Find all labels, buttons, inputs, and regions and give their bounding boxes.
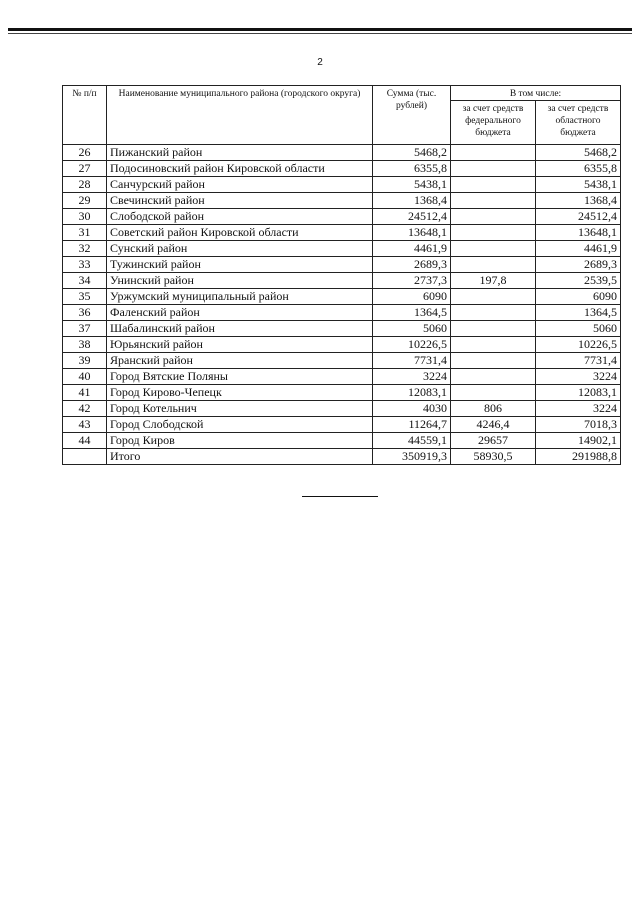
table-row <box>63 417 621 433</box>
district-name: Унинский район <box>107 273 373 289</box>
sum-value: 4030 <box>373 401 451 417</box>
sum-value: 6090 <box>373 289 451 305</box>
federal-value: 197,8 <box>451 273 536 289</box>
regional-value: 10226,5 <box>536 337 621 353</box>
table-row <box>63 257 621 273</box>
row-number: 42 <box>63 401 107 417</box>
row-number: 27 <box>63 161 107 177</box>
federal-value <box>451 241 536 257</box>
row-number: 28 <box>63 177 107 193</box>
regional-value: 12083,1 <box>536 385 621 401</box>
regional-value: 6355,8 <box>536 161 621 177</box>
federal-value <box>451 161 536 177</box>
district-name: Город Кирово-Чепецк <box>107 385 373 401</box>
sum-value: 2689,3 <box>373 257 451 273</box>
district-name: Фаленский район <box>107 305 373 321</box>
federal-value <box>451 209 536 225</box>
regional-value: 7731,4 <box>536 353 621 369</box>
regional-value: 13648,1 <box>536 225 621 241</box>
table-row <box>63 321 621 337</box>
district-name: Город Слободской <box>107 417 373 433</box>
row-number: 36 <box>63 305 107 321</box>
district-name: Шабалинский район <box>107 321 373 337</box>
district-name: Свечинский район <box>107 193 373 209</box>
header-row <box>63 86 621 101</box>
table-row <box>63 145 621 161</box>
row-number: 33 <box>63 257 107 273</box>
table-row <box>63 385 621 401</box>
regional-value: 6090 <box>536 289 621 305</box>
row-number: 26 <box>63 145 107 161</box>
row-number: 37 <box>63 321 107 337</box>
regional-value: 291988,8 <box>536 449 621 465</box>
table-row <box>63 289 621 305</box>
district-name: Город Котельнич <box>107 401 373 417</box>
federal-value: 58930,5 <box>451 449 536 465</box>
table-row <box>63 305 621 321</box>
header-sum: Сумма (тыс. рублей) <box>373 86 451 145</box>
sum-value: 5468,2 <box>373 145 451 161</box>
federal-value <box>451 321 536 337</box>
federal-value <box>451 385 536 401</box>
regional-value: 2689,3 <box>536 257 621 273</box>
district-name: Санчурский район <box>107 177 373 193</box>
table-row <box>63 273 621 289</box>
sum-value: 1364,5 <box>373 305 451 321</box>
sum-value: 10226,5 <box>373 337 451 353</box>
federal-value <box>451 353 536 369</box>
sum-value: 2737,3 <box>373 273 451 289</box>
federal-value <box>451 225 536 241</box>
sum-value: 6355,8 <box>373 161 451 177</box>
sum-value: 5438,1 <box>373 177 451 193</box>
regional-value: 5060 <box>536 321 621 337</box>
regional-value: 2539,5 <box>536 273 621 289</box>
sum-value: 3224 <box>373 369 451 385</box>
sum-value: 44559,1 <box>373 433 451 449</box>
row-number: 39 <box>63 353 107 369</box>
regional-value: 14902,1 <box>536 433 621 449</box>
district-name: Тужинский район <box>107 257 373 273</box>
row-number: 32 <box>63 241 107 257</box>
table-row <box>63 177 621 193</box>
federal-value: 806 <box>451 401 536 417</box>
district-name: Город Киров <box>107 433 373 449</box>
federal-value <box>451 177 536 193</box>
row-number <box>63 449 107 465</box>
header-num: № п/п <box>63 86 107 145</box>
district-name: Итого <box>107 449 373 465</box>
header-federal: за счет средств федерального бюджета <box>451 101 536 145</box>
row-number: 30 <box>63 209 107 225</box>
district-name: Город Вятские Поляны <box>107 369 373 385</box>
table-body <box>63 145 621 465</box>
table-row <box>63 225 621 241</box>
district-name: Советский район Кировской области <box>107 225 373 241</box>
federal-value: 4246,4 <box>451 417 536 433</box>
sum-value: 5060 <box>373 321 451 337</box>
total-row <box>63 449 621 465</box>
header-regional: за счет средств областного бюджета <box>536 101 621 145</box>
table-row <box>63 353 621 369</box>
row-number: 43 <box>63 417 107 433</box>
table-row <box>63 161 621 177</box>
district-name: Сунский район <box>107 241 373 257</box>
district-name: Яранский район <box>107 353 373 369</box>
row-number: 29 <box>63 193 107 209</box>
table-row <box>63 433 621 449</box>
top-rule <box>8 28 632 31</box>
end-rule <box>302 496 378 497</box>
district-name: Уржумский муниципальный район <box>107 289 373 305</box>
federal-value <box>451 257 536 273</box>
sum-value: 24512,4 <box>373 209 451 225</box>
federal-value: 29657 <box>451 433 536 449</box>
regional-value: 7018,3 <box>536 417 621 433</box>
sum-value: 11264,7 <box>373 417 451 433</box>
row-number: 34 <box>63 273 107 289</box>
federal-value <box>451 337 536 353</box>
federal-value <box>451 305 536 321</box>
regional-value: 4461,9 <box>536 241 621 257</box>
row-number: 44 <box>63 433 107 449</box>
regional-value: 5438,1 <box>536 177 621 193</box>
budget-table <box>62 85 621 465</box>
regional-value: 3224 <box>536 369 621 385</box>
top-rule-thin <box>8 33 632 34</box>
sum-value: 13648,1 <box>373 225 451 241</box>
sum-value: 4461,9 <box>373 241 451 257</box>
sum-value: 12083,1 <box>373 385 451 401</box>
regional-value: 1364,5 <box>536 305 621 321</box>
row-number: 40 <box>63 369 107 385</box>
regional-value: 5468,2 <box>536 145 621 161</box>
sum-value: 7731,4 <box>373 353 451 369</box>
table-row <box>63 369 621 385</box>
table-row <box>63 241 621 257</box>
table-row <box>63 401 621 417</box>
regional-value: 3224 <box>536 401 621 417</box>
regional-value: 1368,4 <box>536 193 621 209</box>
federal-value <box>451 289 536 305</box>
sum-value: 350919,3 <box>373 449 451 465</box>
district-name: Пижанский район <box>107 145 373 161</box>
page-number: 2 <box>317 57 323 68</box>
table-row <box>63 209 621 225</box>
row-number: 41 <box>63 385 107 401</box>
header-including: В том числе: <box>451 86 621 101</box>
federal-value <box>451 193 536 209</box>
federal-value <box>451 145 536 161</box>
header-name: Наименование муниципального района (городского округа) <box>107 86 373 145</box>
district-name: Слободской район <box>107 209 373 225</box>
table-row <box>63 193 621 209</box>
table-row <box>63 337 621 353</box>
sum-value: 1368,4 <box>373 193 451 209</box>
federal-value <box>451 369 536 385</box>
row-number: 35 <box>63 289 107 305</box>
row-number: 31 <box>63 225 107 241</box>
regional-value: 24512,4 <box>536 209 621 225</box>
district-name: Подосиновский район Кировской области <box>107 161 373 177</box>
district-name: Юрьянский район <box>107 337 373 353</box>
row-number: 38 <box>63 337 107 353</box>
